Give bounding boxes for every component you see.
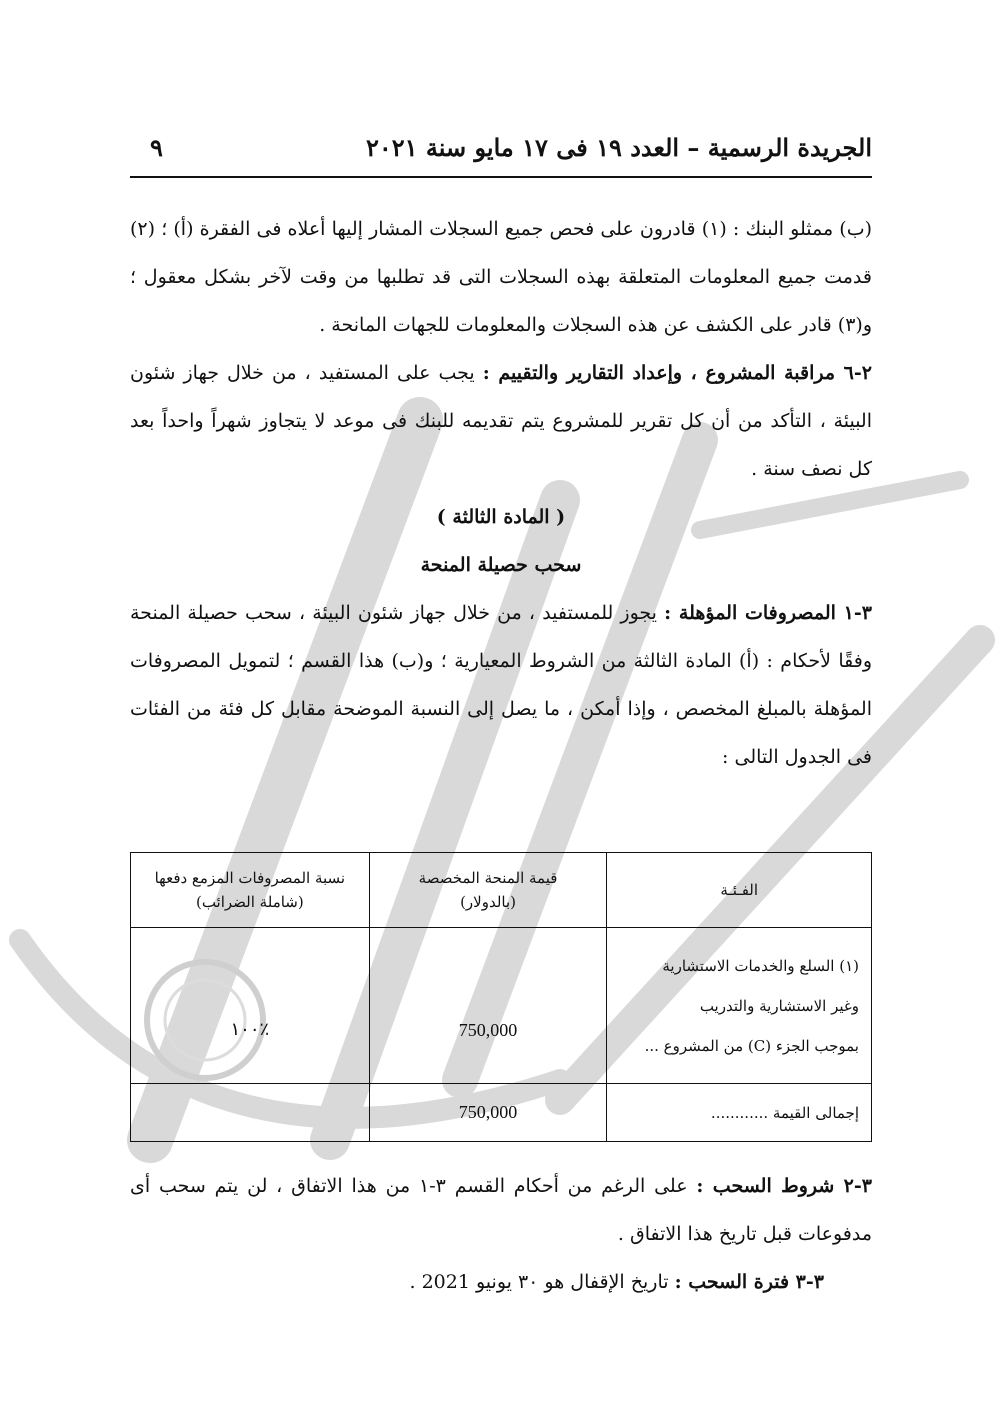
lower-text [130,1162,872,1306]
header-divider [130,176,872,178]
category-cell: (١) السلع والخدمات الاستشارية وغير الاستشارية والتدريب بموجب الجزء (C) من المشروع ... [607,928,872,1084]
document-page [130,0,872,1417]
article-subtitle: سحب حصيلة المنحة [420,554,582,576]
amount-cell: 750,000 [369,928,607,1084]
body-text [130,205,872,781]
paragraph-eligible-expenditures [130,589,872,781]
grant-allocation-table [130,852,872,1142]
category-cell: إجمالى القيمة ............ [607,1084,872,1142]
paragraph-label: (ب) ممثلو البنك : [732,218,873,240]
paragraph-text: (١) قادرون على فحص جميع السجلات المشار إليها أعلاه فى الفقرة (أ) ؛ (٢) قدمت جميع المعلومات المتعلقة بهذه السجلات التى قد تطلبها من وقت لآخر بشكل معقول ؛ و(٣) قادر على الكشف عن هذه السجلات والمعلومات للجهات المانحة . [130,218,872,336]
paragraph-withdrawal-conditions [130,1162,872,1258]
article-title: ( المادة الثالثة ) [436,506,566,528]
percent-cell: ٪١٠٠ [131,928,370,1084]
paragraph-label: ٣-١ المصروفات المؤهلة : [664,602,872,624]
paragraph-monitoring [130,349,872,493]
header-category: الفـئـة [607,853,872,928]
paragraph-text: يجوز للمستفيد ، من خلال جهاز شئون البيئة ، سحب حصيلة المنحة وفقًا لأحكام : (أ) المادة الثالثة من الشروط المعيارية ؛ و(ب) هذا القسم ؛ لتمويل المصروفات المؤهلة بالمبلغ المخصص ، وإذا أمكن ، ما يصل إلى النسبة الموضحة مقابل كل فئة من الفئات فى الجدول التالى : [130,602,872,768]
paragraph-text: على الرغم من أحكام القسم ٣-١ من هذا الاتفاق ، لن يتم سحب أى مدفوعات قبل تاريخ هذا الاتفاق . [130,1175,872,1245]
paragraph-text: يجب على المستفيد ، من خلال جهاز شئون البيئة ، التأكد من أن كل تقرير للمشروع يتم تقديمه للبنك فى موعد لا يتجاوز شهراً واحداً بعد كل نصف سنة . [130,362,872,480]
page-header [130,122,872,172]
paragraph-label: ٣-٣ فترة السحب : [674,1271,824,1293]
amount-cell: 750,000 [369,1084,607,1142]
table-row [131,928,872,1084]
percent-cell [131,1084,370,1142]
paragraph-text: تاريخ الإقفال هو ٣٠ يونيو 2021 . [409,1271,669,1293]
page-number: ٩ [150,132,163,162]
paragraph-label: ٢-٦ مراقبة المشروع ، وإعداد التقارير والتقييم : [482,362,872,384]
table-header-row [131,853,872,928]
paragraph-label: ٣-٢ شروط السحب : [696,1175,872,1197]
table-row [131,1084,872,1142]
header-title: الجريدة الرسمية – العدد ١٩ فى ١٧ مايو سنة ٢٠٢١ [366,132,872,162]
header-amount: قيمة المنحة المخصصة (بالدولار) [369,853,607,928]
header-percent: نسبة المصروفات المزمع دفعها (شاملة الضرائب) [131,853,370,928]
paragraph-bank-representatives [130,205,872,349]
paragraph-withdrawal-period [130,1258,872,1306]
